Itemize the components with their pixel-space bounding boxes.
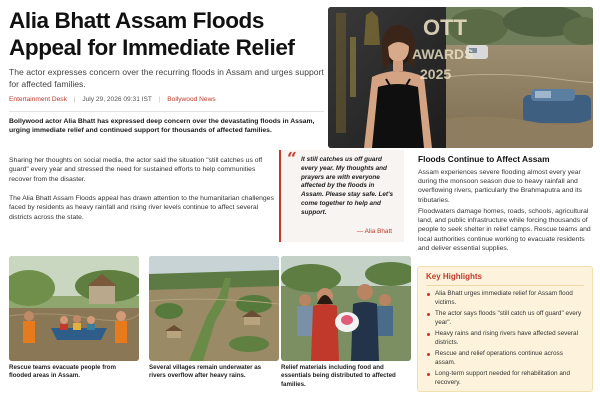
article-paragraph: The Alia Bhatt Assam Floods appeal has drawn attention to the humanitarian challenges faced by residents as heavy rainfall and rising river levels continue to affect several districts across the state. <box>9 195 274 221</box>
gallery-caption: Relief materials including food and essentials being distributed to affected families. <box>281 364 396 388</box>
meta-desk-link[interactable]: Entertainment Desk <box>9 96 67 103</box>
article-standfirst: The actor expresses concern over the recurring floods in Assam and urges support for affected families. <box>9 67 324 89</box>
bullet-icon <box>427 313 430 316</box>
bullet-icon <box>427 293 430 296</box>
article-lede: Bollywood actor Alia Bhatt has expressed deep concern over the devastating floods in Assam, urging immediate relief and continued support for thousands of affected families. <box>9 118 315 134</box>
villages-photo-graphic <box>149 256 279 361</box>
bullet-icon <box>427 373 430 376</box>
key-highlights-title: Key Highlights <box>426 272 584 286</box>
highlight-item: Heavy rains and rising rivers have affected several districts. <box>426 330 584 347</box>
meta-datetime: July 29, 2026 09:31 IST <box>82 96 152 103</box>
article-paragraph: Sharing her thoughts on social media, the actor said the situation "still catches us off guard" every year and stressed the need for sustained efforts to help communities recover from the disaster. <box>9 157 263 183</box>
quote-mark-icon: “ <box>287 149 297 169</box>
gallery-photo-villages[interactable] <box>149 256 279 361</box>
article-meta <box>9 95 324 104</box>
gallery-caption: Rescue teams evacuate people from flooded areas in Assam. <box>9 364 116 380</box>
meta-divider <box>9 111 324 112</box>
rescue-photo-graphic <box>9 256 139 361</box>
sidebar-paragraph: Floodwaters damage homes, roads, schools, agricultural land, and public infrastructure while forcing thousands of people to seek shelter in relief camps. Rescue teams and local authorities continue working to evacuate residents and deliver essential supplies. <box>418 208 591 252</box>
hero-backdrop-ott: OTT <box>423 15 467 40</box>
hero-image-graphic <box>328 7 593 148</box>
gallery-caption: Several villages remain underwater as rivers overflow after heavy rains. <box>149 364 262 380</box>
highlight-item: Alia Bhatt urges immediate relief for Assam flood victims. <box>426 290 584 307</box>
sidebar-title: Floods Continue to Affect Assam <box>418 154 550 164</box>
sidebar-paragraph: Assam experiences severe flooding almost every year during the monsoon season due to heavy rainfall and overflowing rivers, particularly the Brahmaputra and its tributaries. <box>418 169 582 204</box>
pull-quote-text: It still catches us off guard every year. My thoughts and prayers are with everyone affected by the floods in Assam. Please stay safe. Let's come together to help and support. <box>301 156 394 216</box>
hero-image[interactable] <box>328 7 593 148</box>
highlight-item: The actor says floods "still catch us off guard" every year". <box>426 310 584 327</box>
highlight-item: Long-term support needed for rehabilitation and recovery. <box>426 370 584 387</box>
gallery-photo-relief[interactable] <box>281 256 411 361</box>
hero-backdrop-year: 2025 <box>420 66 452 82</box>
meta-separator: | <box>73 96 76 103</box>
bullet-icon <box>427 333 430 336</box>
hero-backdrop-awards: AWARDS <box>412 46 474 62</box>
key-highlights-box <box>417 266 593 392</box>
article-headline: Alia Bhatt Assam Floods Appeal for Immediate Relief <box>9 8 295 60</box>
meta-separator: | <box>158 96 161 103</box>
relief-photo-graphic <box>281 256 411 361</box>
pull-quote-attribution: — Alia Bhatt <box>356 228 392 235</box>
gallery-photo-rescue[interactable] <box>9 256 139 361</box>
meta-category-link[interactable]: Bollywood News <box>167 96 216 103</box>
key-highlights-list <box>426 290 584 387</box>
highlight-item: Rescue and relief operations continue across assam. <box>426 350 584 367</box>
bullet-icon <box>427 353 430 356</box>
pull-quote <box>279 150 404 242</box>
